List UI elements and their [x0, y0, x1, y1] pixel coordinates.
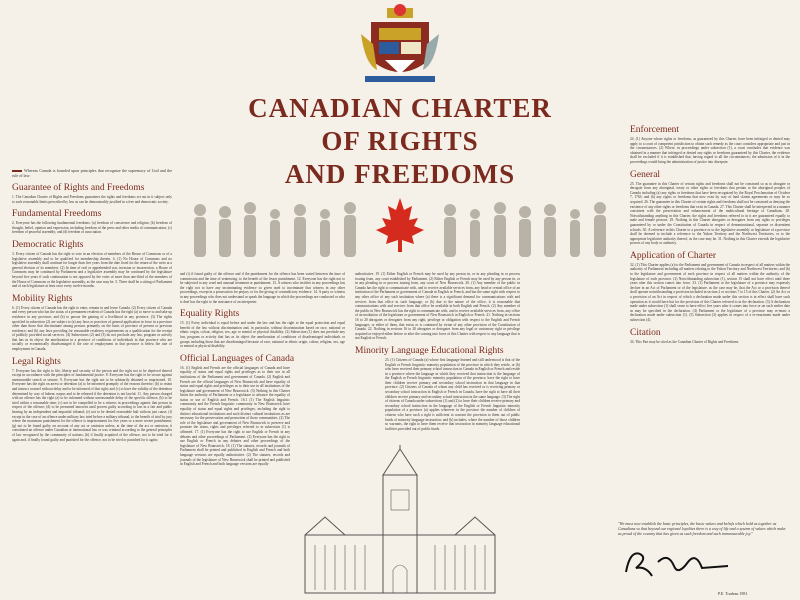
heading-fundamental: Fundamental Freedoms: [12, 209, 102, 220]
text-official: 16. (1) English and French are the official languages of Canada and have equality of status and equal rights and privileges as to their use in all institutions of the Parliament and government of Canada. (2) English and French are the official languages of New Brunswick and have equality of status and equal rights and privileges as to their use in all institutions of the legislature and government of New Brunswick. (3) Nothing in this Charter limits the authority of Parliament or a legislature to advance the equality of status or use of English and French. 16.1 (1) The English linguistic community and the French linguistic community in New Brunswick have equality of status and equal rights and privileges, including the right to distinct educational institutions and such distinct cultural institutions as are necessary for the preservation and promotion of those communities. (2) The role of the legislature and government of New Brunswick to preserve and promote the status, rights and privileges referred to in subsection (1) is affirmed. 17. (1) Everyone has the right to use English or French in any debates and other proceedings of Parliament. (2) Everyone has the right to use English or French in any debates and other proceedings of the legislature of New Brunswick. 18. (1) The statutes, records and journals of Parliament shall be printed and published in English and French and both language versions are equally authoritative. (2) The statutes, records and journals of the legislature of New Brunswick shall be printed and published in English and French and both language versions are equally: [180, 365, 290, 467]
text-democratic: 3. Every citizen of Canada has the right to vote in an election of members of the House of Commons or of a legislative assembly and to be qualified for membership therein. 4. (1) No House of Commons and no legislative assembly shall continue for longer than five years from the date fixed for the return of the writs at a general election of its members. (2) In time of real or apprehended war, invasion or insurrection, a House of Commons may be continued by Parliament and a legislative assembly may be continued by the legislature beyond five years if such continuation is not opposed by the votes of more than one-third of the members of the House of Commons or the legislative assembly, as the case may be. 5. There shall be a sitting of Parliament and of each legislature at least once every twelve months.: [12, 251, 172, 289]
column-left: [12, 168, 172, 445]
signature-caption: P.E. Trudeau 1981: [718, 591, 748, 596]
text-application: 32. (1) This Charter applies (a) to the Parliament and government of Canada in respect of all matters within the authority of Parliament including all matters relating to the Yukon Territory and Northwest Territories; and (b) to the legislature and government of each province in respect of all matters within the authority of the legislature of each province. (2) Notwithstanding subsection (1), section 15 shall not have effect until three years after this section comes into force. 33. (1) Parliament or the legislature of a province may expressly declare in an Act of Parliament or of the legislature, as the case may be, that the Act or a provision thereof shall operate notwithstanding a provision included in section 2 or sections 7 to 15 of this Charter. (2) An Act or a provision of an Act in respect of which a declaration made under this section is in effect shall have such operation as it would have but for the provision of this Charter referred to in the declaration. (3) A declaration made under subsection (1) shall cease to have effect five years after it comes into force or on such earlier date as may be specified in the declaration. (4) Parliament or the legislature of a province may re-enact a declaration made under subsection (1). (5) Subsection (3) applies in respect of a re-enactment made under subsection (4).: [630, 262, 790, 322]
title-line-1: CANADIAN CHARTER: [248, 93, 552, 123]
column-right: [630, 120, 790, 347]
signature-image: [618, 542, 738, 587]
text-enforcement: 24. (1) Anyone whose rights or freedoms, as guaranteed by this Charter, have been infringed or denied may apply to a court of competent jurisdiction to obtain such remedy as the court considers appropriate and just in the circumstances. (2) Where, in proceedings under subsection (1), a court concludes that evidence was obtained in a manner that infringed or denied any rights or freedoms guaranteed by this Charter, the evidence shall be excluded if it is established that, having regard to all the circumstances, the admission of it in the proceedings would bring the administration of justice into disrepute.: [630, 137, 790, 164]
text-mobility: 6. (1) Every citizen of Canada has the right to enter, remain in and leave Canada. (2) Every citizen of Canada and every person who has the status of a permanent resident of Canada has the right (a) to move to and take up residence in any province; and (b) to pursue the gaining of a livelihood in any province. (3) The rights specified in subsection (2) are subject to (a) any laws or practices of general application in force in a province other than those that discriminate among persons primarily on the basis of province of present or previous residence; and (b) any laws providing for reasonable residency requirements as a qualification for the receipt of publicly provided social services. (4) Subsections (2) and (3) do not preclude any law, program or activity that has as its object the amelioration in a province of conditions of individuals in that province who are socially or economically disadvantaged if the rate of employment in that province is below the rate of employment in Canada.: [12, 305, 172, 352]
text-minority: 23. (1) Citizens of Canada (a) whose first language learned and still understood is that of the English or French linguistic minority population of the province in which they reside, or (b) who have received their primary school instruction in Canada in English or French and reside in a province where the language in which they received that instruction is the language of the English or French linguistic minority population of the province, have the right to have their children receive primary and secondary school instruction in that language in that province. (2) Citizens of Canada of whom any child has received or is receiving primary or secondary school instruction in English or French in Canada, have the right to have all their children receive primary and secondary school instruction in the same language. (3) The right of citizens of Canada under subsections (1) and (2) to have their children receive primary and secondary school instruction in the language of the English or French linguistic minority population of a province (a) applies wherever in the province the number of children of citizens who have such a right is sufficient to warrant the provision to them out of public funds of minority language instruction; and (b) includes, where the number of those children so warrants, the right to have them receive that instruction in minority language educational facilities provided out of public funds.: [385, 357, 520, 431]
silhouettes-illustration: [180, 190, 620, 270]
column-center-right: [355, 272, 520, 434]
heading-enforcement: Enforcement: [630, 125, 680, 135]
heading-application: Application of Charter: [630, 250, 717, 261]
page-title: [180, 92, 620, 191]
text-citation: 34. This Part may be cited as the Canadian Charter of Rights and Freedoms.: [630, 339, 740, 344]
title-line-2: OF RIGHTS: [321, 126, 479, 156]
heading-guarantee: Guarantee of Rights and Freedoms: [12, 183, 145, 193]
text-legal: 7. Everyone has the right to life, liberty and security of the person and the right not to be deprived thereof except in accordance with the principles of fundamental justice. 8. Everyone has the right to be secure against unreasonable search or seizure. 9. Everyone has the right not to be arbitrarily detained or imprisoned. 10. Everyone has the right on arrest or detention (a) to be informed promptly of the reasons therefor; (b) to retain and instruct counsel without delay and to be informed of that right; and (c) to have the validity of the detention determined by way of habeas corpus and to be released if the detention is not lawful. 11. Any person charged with an offence has the right (a) to be informed without unreasonable delay of the specific offence; (b) to be tried within a reasonable time; (c) not to be compelled to be a witness in proceedings against that person in respect of the offence; (d) to be presumed innocent until proven guilty according to law in a fair and public hearing by an independent and impartial tribunal; (e) not to be denied reasonable bail without just cause; (f) except in the case of an offence under military law tried before a military tribunal, to the benefit of trial by jury where the maximum punishment for the offence is imprisonment for five years or a more severe punishment; (g) not to be found guilty on account of any act or omission unless, at the time of the act or omission, it constituted an offence under Canadian or international law or was criminal according to the general principles of law recognized by the community of nations; (h) if finally acquitted of the offence, not to be tried for it again and, if finally found guilty and punished for the offence, not to be tried or punished for it again;: [12, 368, 172, 442]
text-legal-continued: and (i) if found guilty of the offence and if the punishment for the offence has been varied between the time of commission and the time of sentencing, to the benefit of the lesser punishment. 12. Everyone has the right not to be subjected to any cruel and unusual treatment or punishment. 13. A witness who testifies in any proceedings has the right not to have any incriminating evidence so given used to incriminate that witness in any other proceedings, except in a prosecution for perjury or for the giving of contradictory evidence. 14. A party or witness in any proceedings who does not understand or speak the language in which the proceedings are conducted or who is deaf has the right to the assistance of an interpreter.: [180, 272, 345, 304]
heading-citation: Citation: [630, 327, 661, 338]
heading-official: Official Languages of Canada: [180, 353, 295, 364]
intro-text: Whereas Canada is founded upon principles that recognize the supremacy of God and the rule of law:: [12, 168, 172, 178]
column-center-left: [180, 272, 345, 470]
text-fundamental: 2. Everyone has the following fundamental freedoms: (a) freedom of conscience and religion; (b) freedom of thought, belief, opinion and expression, including freedom of the press and other media of communication; (c) freedom of peaceful assembly; and (d) freedom of association.: [12, 221, 172, 235]
coat-of-arms-icon: [357, 4, 443, 88]
text-general: 25. The guarantee in this Charter of certain rights and freedoms shall not be construed so as to abrogate or derogate from any aboriginal, treaty or other rights or freedoms that pertain to the aboriginal peoples of Canada including (a) any rights or freedoms that have been recognized by the Royal Proclamation of October 7, 1763; and (b) any rights or freedoms that now exist by way of land claims agreements or may be so acquired. 26. The guarantee in this Charter of certain rights and freedoms shall not be construed as denying the existence of any other rights or freedoms that exist in Canada. 27. This Charter shall be interpreted in a manner consistent with the preservation and enhancement of the multicultural heritage of Canadians. 28. Notwithstanding anything in this Charter, the rights and freedoms referred to in it are guaranteed equally to male and female persons. 29. Nothing in this Charter abrogates or derogates from any rights or privileges guaranteed by or under the Constitution of Canada in respect of denominational, separate or dissentient schools. 30. A reference in this Charter to a province or to the legislative assembly or legislature of a province shall be deemed to include a reference to the Yukon Territory and the Northwest Territories, or to the appropriate legislative authority thereof, as the case may be. 31. Nothing in this Charter extends the legislative powers of any body or authority.: [630, 181, 790, 246]
trudeau-quote: "We must now establish the basic principles, the basic values and beliefs which hold us together as Canadians so that beyond our regional loyalties there is a way of life and a system of values which make us proud of the country that has given us such freedom and such immeasurable joy.": [618, 521, 786, 536]
heading-general: General: [630, 169, 661, 180]
heading-equality: Equality Rights: [180, 309, 240, 320]
heading-democratic: Democratic Rights: [12, 239, 84, 250]
title-line-3: AND FREEDOMS: [284, 159, 516, 189]
heading-minority: Minority Language Educational Rights: [355, 345, 504, 356]
maple-leaf-icon: [376, 198, 424, 252]
heading-mobility: Mobility Rights: [12, 293, 73, 304]
text-official-continued: authoritative. 19. (1) Either English or French may be used by any person in, or in any pleading in or process issuing from, any court established by Parliament. (2) Either English or French may be used by any person in, or in any pleading in or process issuing from, any court of New Brunswick. 20. (1) Any member of the public in Canada has the right to communicate with, and to receive available services from, any head or central office of an institution of the Parliament or government of Canada in English or French, and has the same right with respect to any other office of any such institution where (a) there is a significant demand for communications with and services from that office in such language; or (b) due to the nature of the office, it is reasonable that communications with and services from that office be available in both English and French. (2) Any member of the public in New Brunswick has the right to communicate with, and to receive available services from, any office of an institution of the legislature or government of New Brunswick in English or French. 21. Nothing in sections 16 to 20 abrogates or derogates from any right, privilege or obligation with respect to the English and French languages, or either of them, that exists or is continued by virtue of any other provision of the Constitution of Canada. 22. Nothing in sections 16 to 20 abrogates or derogates from any legal or customary right or privilege acquired or enjoyed either before or after the coming into force of this Charter with respect to any language that is not English or French.: [355, 272, 520, 341]
parliament-building-illustration: [295, 445, 505, 595]
heading-legal: Legal Rights: [12, 356, 61, 367]
text-equality: 15. (1) Every individual is equal before and under the law and has the right to the equal protection and equal benefit of the law without discrimination and, in particular, without discrimination based on race, national or ethnic origin, colour, religion, sex, age or mental or physical disability. (2) Subsection (1) does not preclude any law, program or activity that has as its object the amelioration of conditions of disadvantaged individuals or groups including those that are disadvantaged because of race, national or ethnic origin, colour, religion, sex, age or mental or physical disability.: [180, 321, 345, 349]
text-guarantee: 1. The Canadian Charter of Rights and Freedoms guarantees the rights and freedoms set out in it subject only to such reasonable limits prescribed by law as can be demonstrably justified in a free and democratic society.: [12, 195, 172, 204]
